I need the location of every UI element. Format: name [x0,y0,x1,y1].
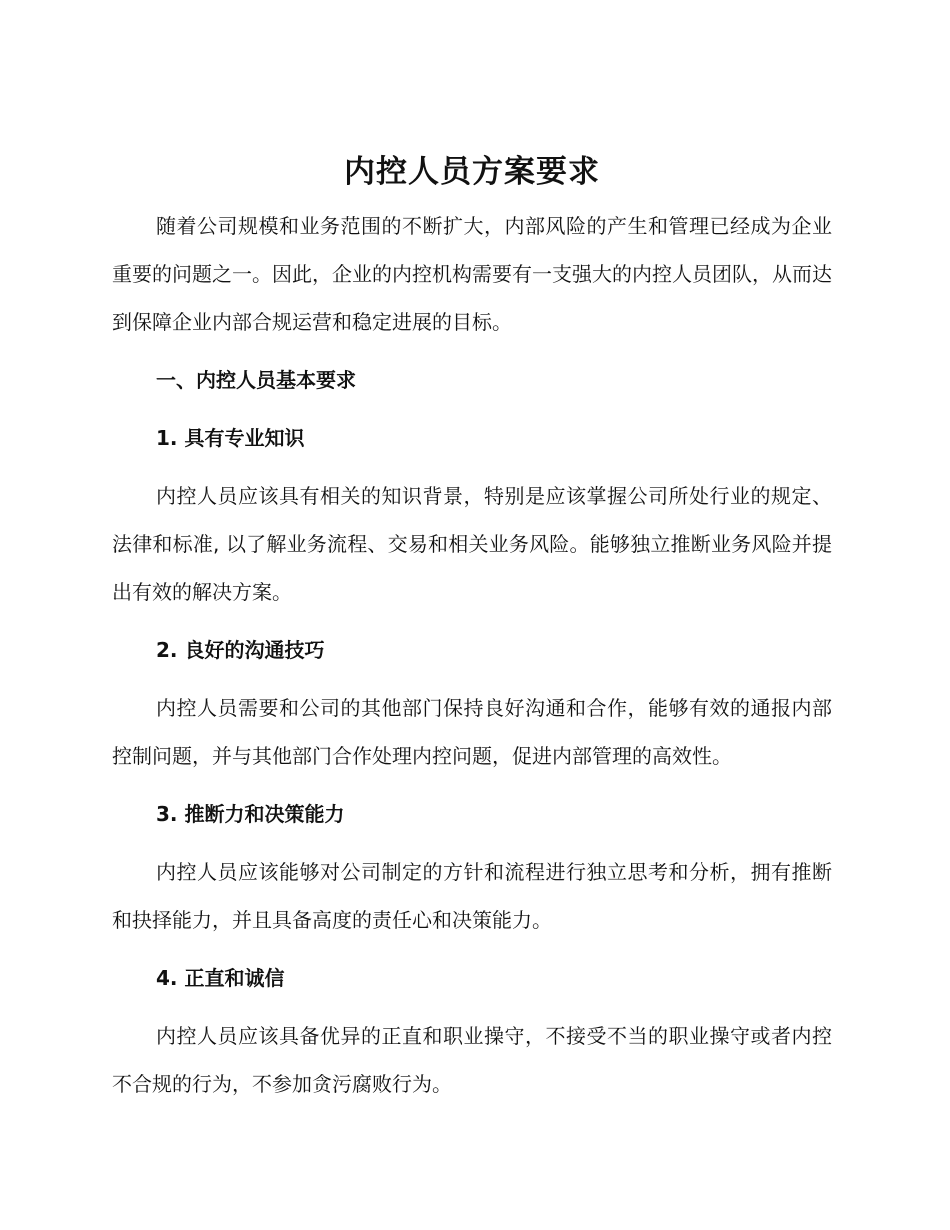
item-body-3: 内控人员应该能够对公司制定的方针和流程进行独立思考和分析，拥有推断和抉择能力，并且具备高度的责任心和决策能力。 [112,860,832,932]
spacer [112,462,832,472]
item-body-4: 内控人员应该具备优异的正直和职业操守，不接受不当的职业操守或者内控不合规的行为，不参加贪污腐败行为。 [112,1024,832,1096]
item-heading-1: 1. 具有专业知识 [156,426,305,450]
document-content [112,148,832,1108]
spacer [112,838,832,848]
intro-paragraph: 随着公司规模和业务范围的不断扩大，内部风险的产生和管理已经成为企业重要的问题之一。因此，企业的内控机构需要有一支强大的内控人员团队，从而达到保障企业内部合规运营和稳定进展的目标。 [112,214,832,334]
document-title: 内控人员方案要求 [344,154,600,190]
item-body-1: 内控人员应该具有相关的知识背景，特别是应该掌握公司所处行业的规定、法律和标准, 以了解业务流程、交易和相关业务风险。能够独立推断业务风险并提出有效的解决方案。 [112,484,832,604]
item-heading-2: 2. 良好的沟通技巧 [156,638,325,662]
spacer [112,780,832,790]
item-heading-4: 4. 正直和诚信 [156,966,285,990]
spacer [112,1002,832,1012]
spacer [112,674,832,684]
section-heading: 一、内控人员基本要求 [156,368,356,392]
spacer [112,944,832,954]
spacer [112,346,832,356]
spacer [112,616,832,626]
item-body-2: 内控人员需要和公司的其他部门保持良好沟通和合作，能够有效的通报内部控制问题，并与其他部门合作处理内控问题，促进内部管理的高效性。 [112,696,832,768]
spacer [112,404,832,414]
item-heading-3: 3. 推断力和决策能力 [156,802,345,826]
